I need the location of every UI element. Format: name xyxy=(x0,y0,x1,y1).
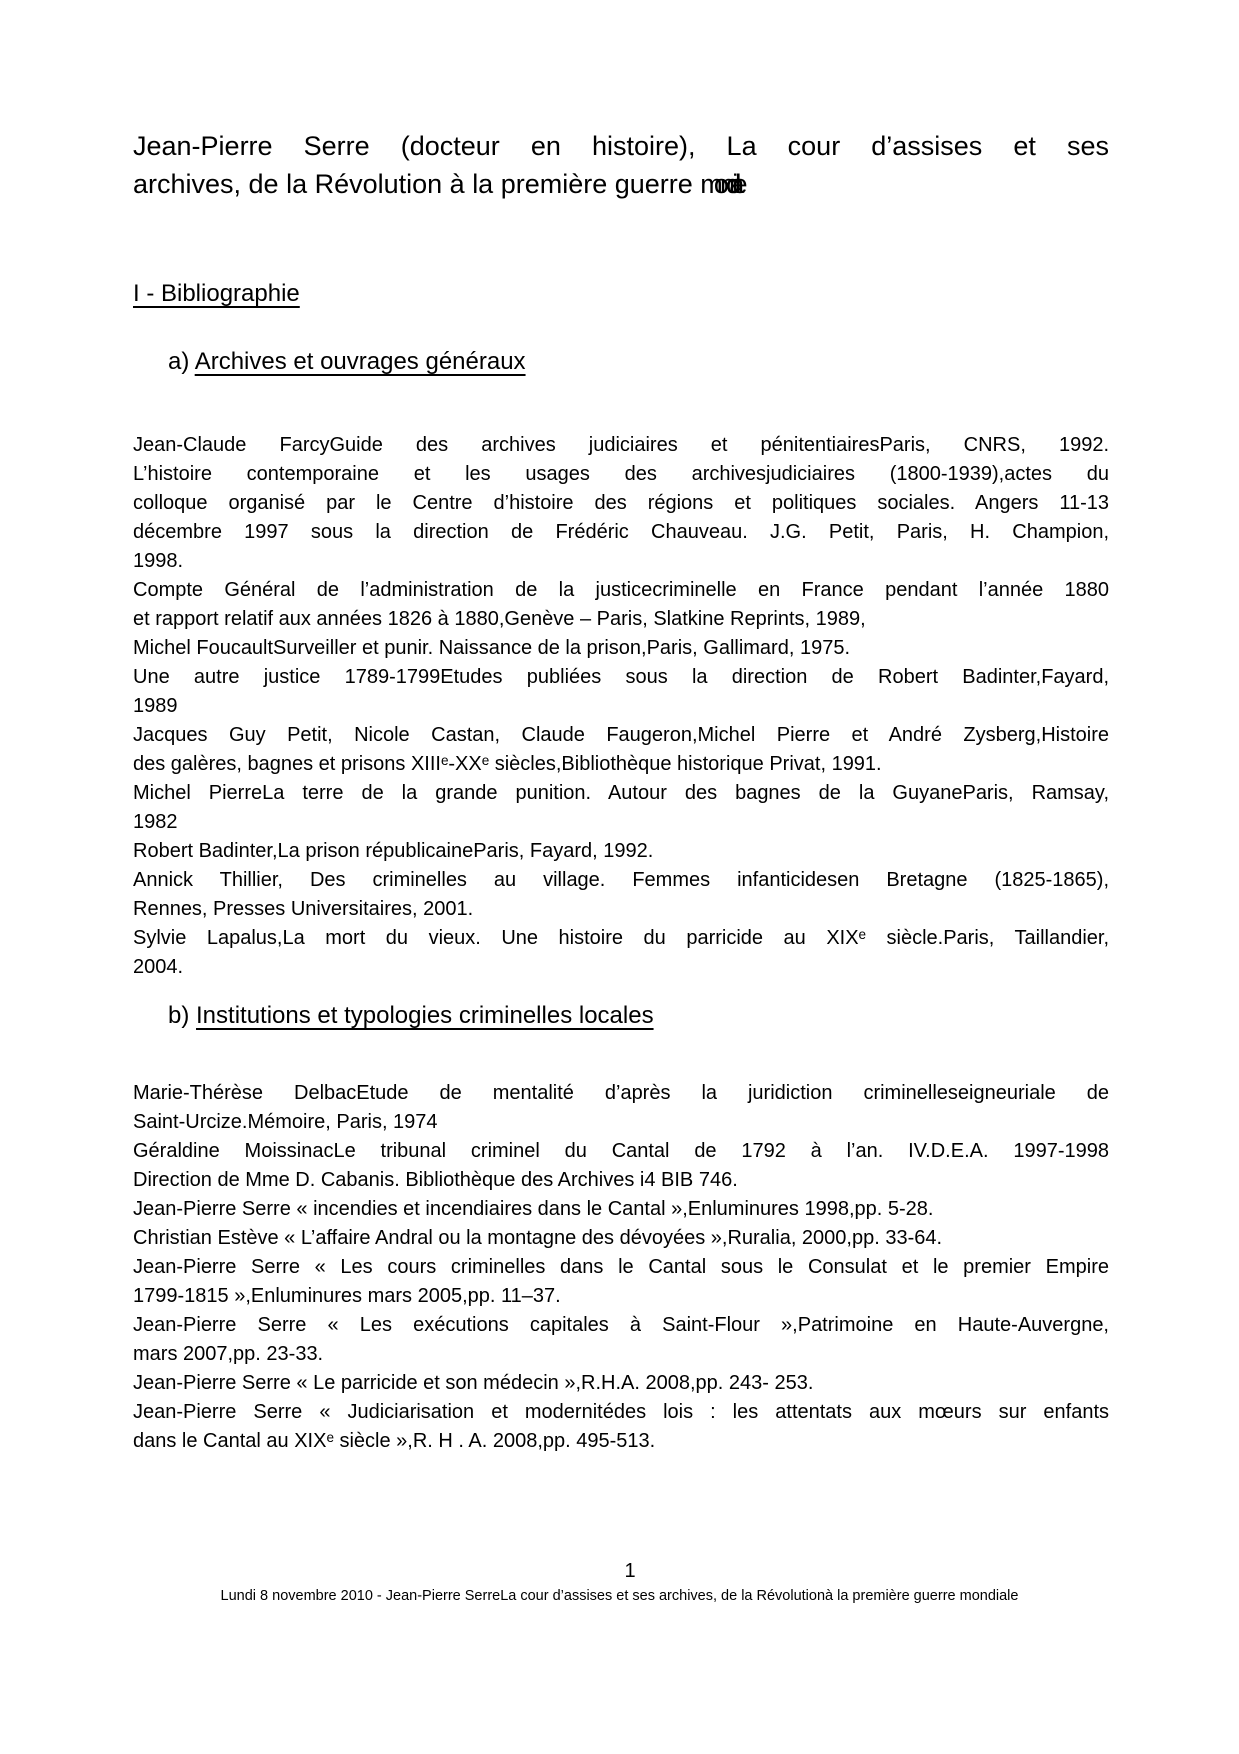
bib-line: Jean-Pierre Serre « Les exécutions capitales à Saint-Flour »,Patrimoine en Haute-Auvergne, xyxy=(133,1314,1109,1336)
bib-line: Jean-Pierre Serre « Judiciarisation et modernitédes lois : les attentats aux mœurs sur enfants xyxy=(133,1401,1109,1423)
subsection-heading-a xyxy=(168,348,526,376)
bib-line: 1998. xyxy=(133,550,184,572)
subsection-label-a: a) xyxy=(168,348,195,375)
bib-line: 1982 xyxy=(133,811,178,833)
bib-line: 1799-1815 »,Enluminures mars 2005,pp. 11–37. xyxy=(133,1285,561,1307)
bib-line: Saint-Urcize.Mémoire, Paris, 1974 xyxy=(133,1111,438,1133)
subsection-label-b: b) xyxy=(168,1002,197,1029)
document-title-line1: Jean-Pierre Serre (docteur en histoire), La cour d’assises et ses xyxy=(133,131,1109,161)
bib-line: Jacques Guy Petit, Nicole Castan, Claude Faugeron,Michel Pierre et André Zysberg,Histoire xyxy=(133,724,1109,746)
bib-line: 1989 xyxy=(133,695,178,717)
bibliography-section-a xyxy=(133,431,1109,982)
bib-line: Sylvie Lapalus,La mort du vieux. Une histoire du parricide au XIXᵉ siècle.Paris, Taillandier, xyxy=(133,927,1109,949)
bib-line: Compte Général de l’administration de la justicecriminelle en France pendant l’année 1880 xyxy=(133,579,1109,601)
bib-line: 2004. xyxy=(133,956,184,978)
bib-line: mars 2007,pp. 23-33. xyxy=(133,1343,324,1365)
bib-line: Michel FoucaultSurveiller et punir. Naissance de la prison,Paris, Gallimard, 1975. xyxy=(133,637,851,659)
bib-line: Jean-Claude FarcyGuide des archives judiciaires et pénitentiairesParis, CNRS, 1992. xyxy=(133,434,1109,456)
bib-line: dans le Cantal au XIXᵉ siècle »,R. H . A. 2008,pp. 495-513. xyxy=(133,1430,656,1452)
bib-line: des galères, bagnes et prisons XIIIᵉ-XXᵉ siècles,Bibliothèque historique Privat, 1991. xyxy=(133,753,882,775)
subsection-heading-b xyxy=(168,1002,654,1030)
bib-line: Jean-Pierre Serre « incendies et incendiaires dans le Cantal »,Enluminures 1998,pp. 5-28. xyxy=(133,1198,934,1220)
footer-text: Lundi 8 novembre 2010 - Jean-Pierre SerreLa cour d’assises et ses archives, de la Révolutionà la première guerre mondiale xyxy=(220,1588,1019,1604)
bib-line: décembre 1997 sous la direction de Frédéric Chauveau. J.G. Petit, Paris, H. Champion, xyxy=(133,521,1109,543)
section-heading-bibliographie: I - Bibliographie xyxy=(133,280,300,307)
document-title xyxy=(133,127,1109,203)
bib-line: L’histoire contemporaine et les usages des archivesjudiciaires (1800-1939),actes du xyxy=(133,463,1109,485)
subsection-title-b: Institutions et typologies criminelles locales xyxy=(196,1002,654,1029)
bib-line: Jean-Pierre Serre « Le parricide et son médecin »,R.H.A. 2008,pp. 243- 253. xyxy=(133,1372,814,1394)
document-title-line2: archives, de la Révolution à la première guerre mondiale xyxy=(133,169,739,199)
bib-line: Annick Thillier, Des criminelles au village. Femmes infanticidesen Bretagne (1825-1865), xyxy=(133,869,1109,891)
bib-line: Christian Estève « L’affaire Andral ou la montagne des dévoyées »,Ruralia, 2000,pp. 33-64. xyxy=(133,1227,943,1249)
bib-line: Robert Badinter,La prison républicaineParis, Fayard, 1992. xyxy=(133,840,654,862)
bib-line: Michel PierreLa terre de la grande punition. Autour des bagnes de la GuyaneParis, Ramsay, xyxy=(133,782,1109,804)
bib-line: Jean-Pierre Serre « Les cours criminelles dans le Cantal sous le Consulat et le premier Empire xyxy=(133,1256,1109,1278)
bibliography-section-b xyxy=(133,1079,1109,1456)
overlapped-word: mondiale xyxy=(700,169,739,199)
bib-line: et rapport relatif aux années 1826 à 1880,Genève – Paris, Slatkine Reprints, 1989, xyxy=(133,608,866,630)
bib-line: Direction de Mme D. Cabanis. Bibliothèque des Archives i4 BIB 746. xyxy=(133,1169,738,1191)
subsection-title-a: Archives et ouvrages généraux xyxy=(194,348,526,375)
bib-line: Marie-Thérèse DelbacEtude de mentalité d’après la juridiction criminelleseigneuriale de xyxy=(133,1082,1109,1104)
page-number: 1 xyxy=(624,1560,636,1582)
bib-line: Géraldine MoissinacLe tribunal criminel du Cantal de 1792 à l’an. IV.D.E.A. 1997-1998 xyxy=(133,1140,1109,1162)
bib-line: Rennes, Presses Universitaires, 2001. xyxy=(133,898,474,920)
bib-line: colloque organisé par le Centre d’histoire des régions et politiques sociales. Angers 11-13 xyxy=(133,492,1109,514)
bib-line: Une autre justice 1789-1799Etudes publiées sous la direction de Robert Badinter,Fayard, xyxy=(133,666,1109,688)
